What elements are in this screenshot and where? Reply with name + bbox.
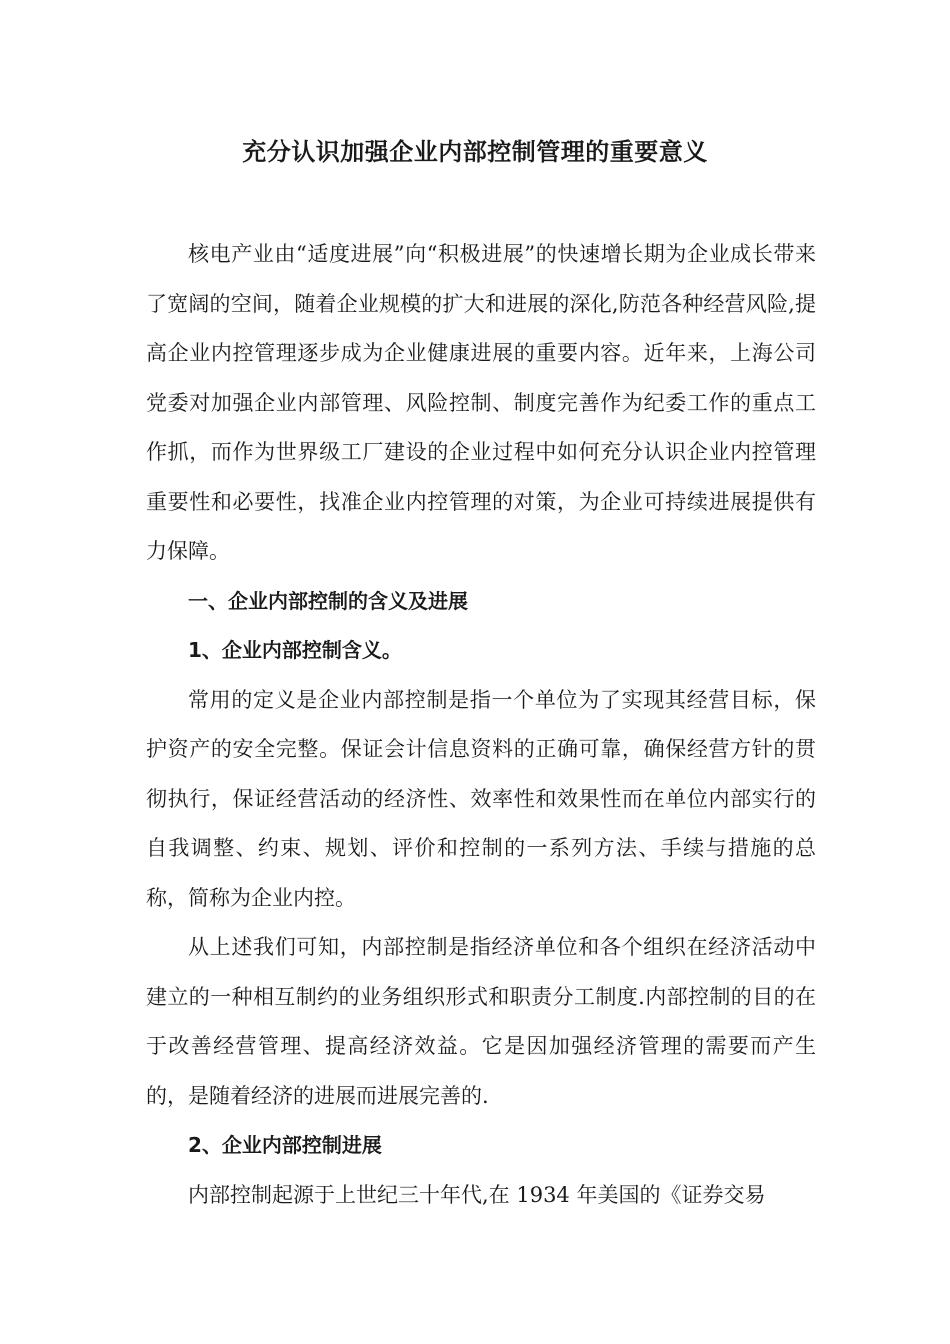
subsection-heading: 1、企业内部控制含义。 (188, 638, 402, 662)
intro-paragraph: 核电产业由“适度进展”向“积极进展”的快速增长期为企业成长带来了宽阔的空间，随着企业规模的扩大和进展的深化,防范各种经营风险,提高企业内控管理逐步成为企业健康进展的重要内容。近年来，上海公司党委对加强企业内部管理、风险控制、制度完善作为纪委工作的重点工作抓，而作为世界级工厂建设的企业过程中如何充分认识企业内控管理重要性和必要性，找准企业内控管理的对策，为企业可持续进展提供有力保障。 (146, 242, 816, 563)
history-paragraph: 内部控制起源于上世纪三十年代,在 1934 年美国的《证券交易 (188, 1182, 766, 1207)
section-heading: 一、企业内部控制的含义及进展 (188, 588, 468, 613)
definition-paragraph: 常用的定义是企业内部控制是指一个单位为了实现其经营目标，保护资产的安全完整。保证会计信息资料的正确可靠，确保经营方针的贯彻执行，保证经营活动的经济性、效率性和效果性而在单位内部实行的自我调整、约束、规划、评价和控制的一系列方法、手续与措施的总称，简称为企业内控。 (146, 687, 816, 910)
subsection-heading-2: 2、企业内部控制进展 (188, 1133, 382, 1157)
document-title: 充分认识加强企业内部控制管理的重要意义 (242, 138, 708, 166)
document-body (146, 230, 816, 1220)
purpose-paragraph: 从上述我们可知，内部控制是指经济单位和各个组织在经济活动中建立的一种相互制约的业务组织形式和职责分工制度.内部控制的目的在于改善经营管理、提高经济效益。它是因加强经济管理的需要而产生的，是随着经济的进展而进展完善的. (146, 935, 816, 1108)
